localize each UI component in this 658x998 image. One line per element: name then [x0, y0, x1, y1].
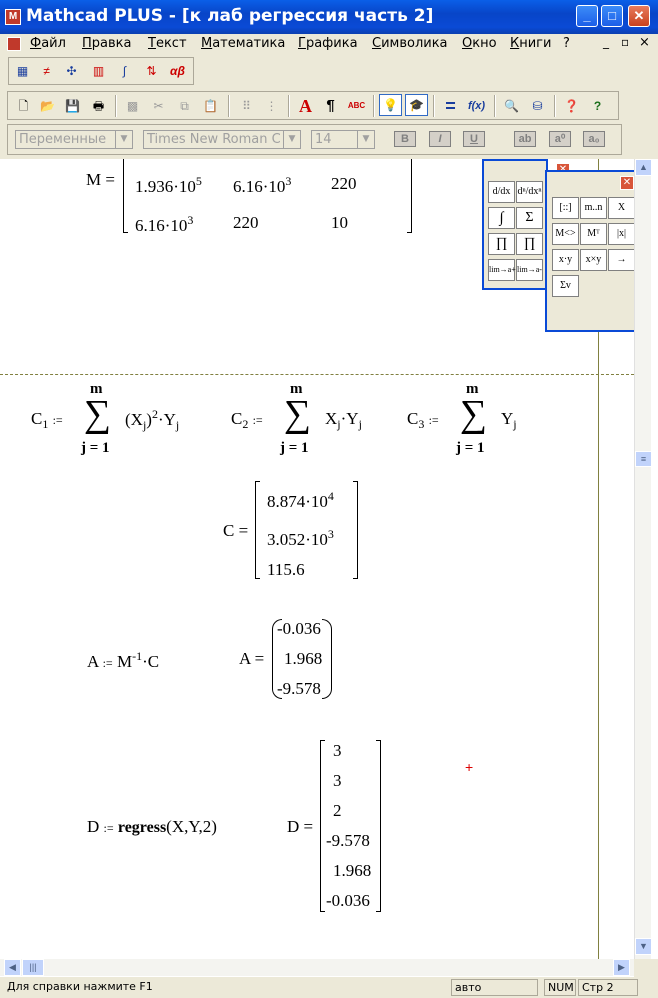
dot-product-button[interactable]: x·y	[552, 249, 579, 271]
cross-product-button[interactable]: x×y	[580, 249, 607, 271]
resource-center-icon[interactable]: 🎓	[405, 94, 428, 116]
font-select[interactable]: Times New Roman C ▼	[143, 130, 301, 149]
page-break-line	[0, 374, 634, 375]
sum-icon: ∑	[460, 393, 488, 435]
underline-button[interactable]: U	[463, 131, 485, 147]
doc-icon[interactable]	[7, 37, 21, 51]
vector-cell: -0.036	[326, 891, 370, 910]
calculate-icon[interactable]: =	[445, 96, 456, 116]
close-icon[interactable]: ✕	[620, 176, 634, 190]
sum-lower-limit: j = 1	[456, 440, 485, 456]
c-result-label[interactable]: C =	[223, 521, 249, 540]
scroll-up-icon[interactable]: ▲	[635, 159, 652, 176]
superscript-button[interactable]: a⁰	[549, 131, 571, 147]
a-result-label[interactable]: A =	[239, 649, 265, 668]
menu-window[interactable]: Окно	[462, 36, 497, 51]
sum-lower-limit: j = 1	[81, 440, 110, 456]
matrix-palette-icon[interactable]: ▥	[92, 64, 105, 78]
app-icon[interactable]: M	[5, 9, 21, 25]
status-page: Стр 2	[578, 979, 638, 996]
horizontal-scrollbar[interactable]	[0, 959, 634, 976]
transpose-button[interactable]: Mᵀ	[580, 223, 607, 245]
menu-bar	[0, 34, 658, 54]
vector-cell: 1.968	[333, 861, 372, 880]
calculus-palette[interactable]	[482, 159, 548, 290]
matrix-m-label[interactable]: M =	[86, 170, 115, 189]
vector-cell: 3	[333, 771, 342, 790]
menu-books[interactable]: Книги	[510, 36, 552, 51]
status-num-lock: NUM	[544, 979, 576, 996]
align-left-button[interactable]: ab	[514, 131, 536, 147]
scroll-down-icon[interactable]: ▼	[635, 938, 652, 955]
integral-button[interactable]: ∫	[488, 207, 515, 229]
help-icon[interactable]: ?	[593, 99, 602, 113]
limit-left-button[interactable]: lim→a-	[516, 259, 543, 281]
sum-upper-limit: m	[466, 381, 479, 397]
determinant-button[interactable]: |x|	[608, 223, 635, 245]
sum-upper-limit: m	[290, 381, 303, 397]
subscript-button[interactable]: a₀	[583, 131, 605, 147]
window-title: Mathcad PLUS - [к лаб регрессия часть 2]	[26, 6, 434, 26]
derivative-button[interactable]: d/dx	[488, 181, 515, 203]
math-toolbar	[0, 54, 658, 88]
nth-derivative-button[interactable]: dⁿ/dxⁿ	[516, 181, 543, 203]
c3-definition[interactable]: $C_3$ :=	[407, 409, 439, 431]
graph-palette-icon[interactable]: ✣	[66, 64, 77, 78]
save-icon[interactable]: 💾	[65, 99, 80, 113]
a-definition[interactable]: A := $M^{-1}\cdot C$	[87, 649, 160, 671]
status-bar	[0, 977, 658, 998]
vector-cell: -0.036	[277, 619, 321, 638]
matrix-cell: $1.936\cdot 10^5$	[135, 174, 202, 196]
copy-icon[interactable]: ⧉	[180, 99, 189, 113]
vector-cell: -9.578	[326, 831, 370, 850]
c1-definition[interactable]: $C_1$ :=	[31, 409, 63, 431]
cut-icon[interactable]: ✂	[153, 99, 164, 113]
vector-sum-button[interactable]: Σv	[552, 275, 579, 297]
vector-cell: 2	[333, 801, 342, 820]
italic-button[interactable]: I	[429, 131, 451, 147]
paste-icon[interactable]: 📋	[203, 99, 218, 113]
insert-function-icon[interactable]: f(x)	[467, 100, 486, 112]
chevron-down-icon: ▼	[283, 131, 300, 148]
component-icon[interactable]: ⛁	[532, 99, 543, 113]
menu-text[interactable]: Текст	[148, 36, 187, 51]
matrix-cell: $6.16\cdot 10^3$	[233, 174, 292, 196]
minimize-button[interactable]: _	[576, 5, 598, 27]
menu-file[interactable]: Файл	[30, 36, 66, 51]
range-variable-button[interactable]: m..n	[580, 197, 607, 219]
product-button[interactable]: ∏	[488, 233, 515, 255]
pilcrow-icon[interactable]: ¶	[326, 97, 335, 114]
print-icon[interactable]: 🖶	[92, 99, 105, 113]
vector-cell: $8.874\cdot 10^4$	[267, 489, 334, 511]
column-button[interactable]: M<>	[552, 223, 579, 245]
greek-palette-icon[interactable]: αβ	[170, 64, 185, 78]
insertion-cursor-icon: +	[465, 759, 474, 775]
sum-body: $Y_j$	[501, 409, 517, 431]
status-calc-mode: авто	[451, 979, 538, 996]
matrix-cell: 220	[233, 213, 259, 232]
matrix-cell: $6.16\cdot 10^3$	[135, 213, 194, 235]
vector-cell: 3	[333, 741, 342, 760]
d-result-label[interactable]: D =	[287, 817, 314, 836]
evaluation-palette-icon[interactable]: ≠	[43, 64, 50, 78]
sum-body: $(X_j)^2\cdot Y_j$	[125, 407, 180, 432]
zoom-icon[interactable]: 🔍	[504, 99, 519, 113]
sum-lower-limit: j = 1	[280, 440, 309, 456]
open-icon[interactable]: 📂	[40, 99, 55, 113]
sum-icon: ∑	[84, 393, 112, 435]
spellcheck-icon[interactable]: ABC	[347, 101, 366, 110]
bold-button[interactable]: B	[394, 131, 416, 147]
insert-matrix-button[interactable]: [::]	[552, 197, 579, 219]
insert-text-icon[interactable]: A	[299, 96, 312, 116]
doc-restore-button[interactable]: ▫	[621, 35, 630, 49]
vector-cell: $3.052\cdot 10^3$	[267, 527, 334, 549]
matrix-palette[interactable]	[545, 170, 638, 332]
vector-cell: 115.6	[267, 560, 305, 579]
matrix-cell: 10	[331, 213, 348, 232]
status-help-text: Для справки нажмите F1	[7, 980, 153, 993]
vector-cell: -9.578	[277, 679, 321, 698]
close-button[interactable]: ✕	[628, 5, 650, 27]
lightbulb-icon[interactable]: 💡	[379, 94, 402, 116]
title-bar	[0, 0, 658, 34]
calculator-palette-icon[interactable]: ▦	[16, 64, 29, 78]
menu-math[interactable]: Математика	[201, 36, 286, 51]
chevron-down-icon: ▼	[115, 131, 132, 148]
range-product-button[interactable]: ∏	[516, 233, 543, 255]
menu-help[interactable]: ?	[563, 36, 570, 51]
chevron-down-icon: ▼	[357, 131, 374, 148]
new-icon[interactable]: 🗋	[18, 99, 29, 113]
doc-minimize-button[interactable]: _	[603, 35, 609, 49]
sum-body: $X_j\cdot Y_j$	[325, 409, 362, 431]
align-across-icon[interactable]: ⠿	[242, 99, 251, 113]
style-select[interactable]: Переменные ▼	[15, 130, 133, 149]
menu-symbolics[interactable]: Символика	[372, 36, 448, 51]
menu-graphics[interactable]: Графика	[298, 36, 358, 51]
horizontal-scroll-thumb[interactable]: |||	[22, 959, 44, 976]
scroll-right-icon[interactable]: ▶	[613, 959, 630, 976]
align-down-icon[interactable]: ⋮	[265, 99, 278, 113]
subscript-button[interactable]: X	[608, 197, 635, 219]
vertical-scrollbar[interactable]	[634, 159, 651, 959]
summation-button[interactable]: Σ	[516, 207, 543, 229]
matrix-cell: 220	[331, 174, 357, 193]
maximize-button[interactable]: □	[601, 5, 623, 27]
menu-edit[interactable]: Правка	[82, 36, 132, 51]
sum-icon: ∑	[284, 393, 312, 435]
vectorize-button[interactable]: →	[608, 249, 635, 271]
limit-right-button[interactable]: lim→a+	[488, 259, 515, 281]
doc-close-button[interactable]: ×	[639, 35, 650, 50]
check-spelling-icon[interactable]: ▩	[126, 99, 139, 113]
calculus-palette-icon[interactable]: ∫	[122, 64, 127, 78]
sum-upper-limit: m	[90, 381, 103, 397]
d-definition[interactable]: D := regress(X,Y,2)	[87, 817, 217, 836]
vector-cell: 1.968	[284, 649, 323, 668]
boolean-palette-icon[interactable]: ⇅	[146, 64, 157, 78]
font-size-select[interactable]: 14 ▼	[311, 130, 375, 149]
scroll-left-icon[interactable]: ◀	[4, 959, 21, 976]
help-pointer-icon[interactable]: ❓	[564, 99, 579, 113]
c2-definition[interactable]: $C_2$ :=	[231, 409, 263, 431]
scroll-thumb[interactable]: ≡	[635, 451, 652, 467]
standard-toolbar	[0, 88, 658, 122]
